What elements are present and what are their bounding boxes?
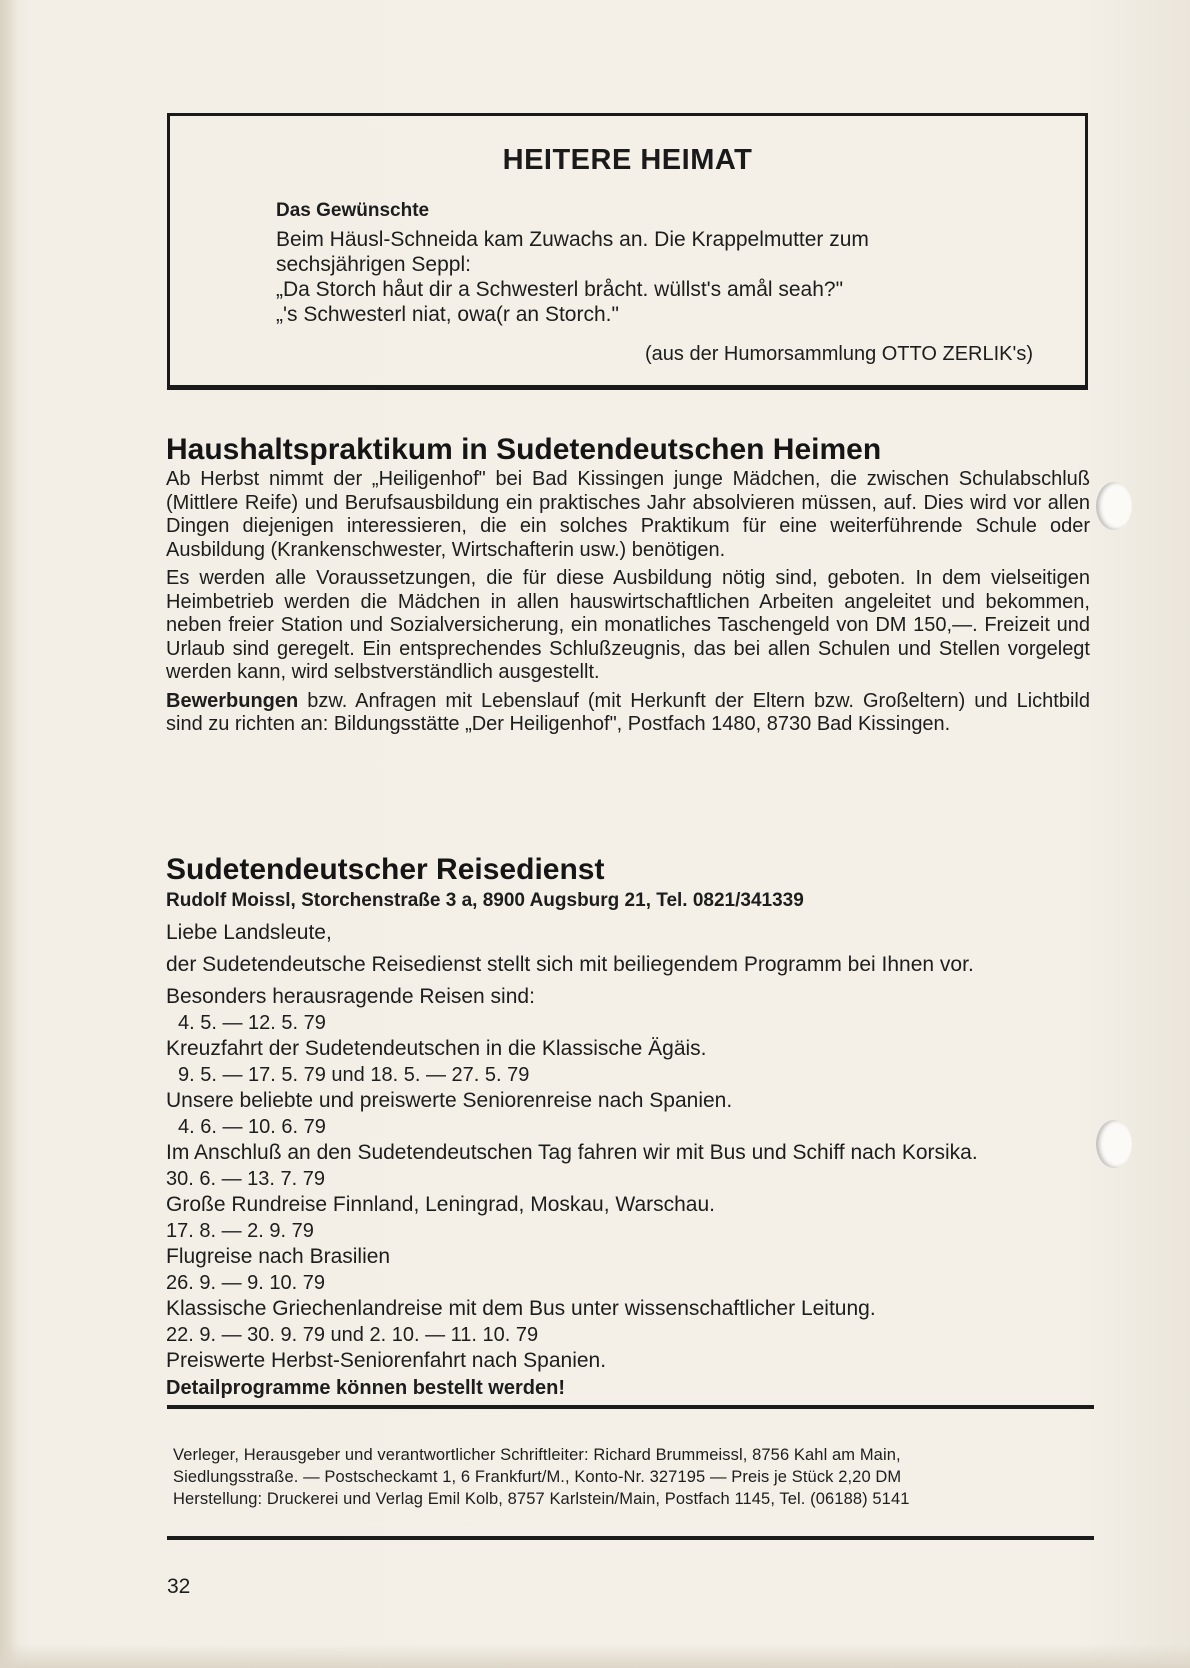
- bold-lead: Bewerbungen: [166, 689, 299, 712]
- imprint-line: Herstellung: Druckerei und Verlag Emil Kolb, 8757 Karlstein/Main, Postfach 1145, Tel. (06188) 5141: [173, 1490, 910, 1508]
- article-title: Haushaltspraktikum in Sudetendeutschen Heimen: [166, 433, 882, 466]
- article-paragraph: Ab Herbst nimmt der „Heiligenhof" bei Bad Kissingen junge Mädchen, die zwischen Schulabschluß (Mittlere Reife) und Berufsausbildung ein praktisches Jahr absolvieren müssen, auf. Dies wird vor allen Dingen diejenigen interessieren, die ein solches Praktikum für eine weiterführende Schule oder Ausbildung (Krankenschwester, Wirtschafterin usw.) benötigen.: [166, 468, 1090, 561]
- punch-hole-bottom: [1096, 1120, 1132, 1168]
- trip-date: 17. 8. — 2. 9. 79: [166, 1220, 314, 1242]
- closing-note: Detailprogramme können bestellt werden!: [166, 1377, 565, 1399]
- article-reisedienst: [166, 852, 1090, 1402]
- humor-line: „'s Schwesterl niat, owa(r an Storch.": [276, 303, 619, 326]
- humor-line: Beim Häusl-Schneida kam Zuwachs an. Die Krappelmutter zum: [276, 228, 869, 251]
- divider-rule-bottom: [167, 1536, 1094, 1540]
- trip-date: 4. 6. — 10. 6. 79: [178, 1116, 326, 1138]
- humor-line: „Da Storch håut dir a Schwesterl bråcht. wüllst's amål seah?": [276, 278, 844, 301]
- trip-date: 9. 5. — 17. 5. 79 und 18. 5. — 27. 5. 79: [178, 1064, 530, 1086]
- punch-hole-top: [1096, 482, 1132, 530]
- trip-description: Große Rundreise Finnland, Leningrad, Moskau, Warschau.: [166, 1193, 715, 1216]
- humor-subtitle: Das Gewünschte: [276, 200, 430, 221]
- article-haushaltspraktikum: [166, 432, 1090, 737]
- greeting: Liebe Landsleute,: [166, 921, 332, 944]
- humor-text: [276, 227, 1066, 327]
- humor-title: HEITERE HEIMAT: [502, 144, 753, 176]
- humor-source: (aus der Humorsammlung OTTO ZERLIK's): [645, 343, 1033, 365]
- humor-box: [167, 113, 1088, 390]
- page-edge-shadow: [0, 0, 18, 1668]
- article-title: Sudetendeutscher Reisedienst: [166, 853, 605, 886]
- contact-address: Rudolf Moissl, Storchenstraße 3 a, 8900 Augsburg 21, Tel. 0821/341339: [166, 890, 804, 911]
- paragraph-rest: bzw. Anfragen mit Lebenslauf (mit Herkunft der Eltern bzw. Großeltern) und Lichtbild sind zu richten an: Bildungsstätte „Der Heiligenhof", Postfach 1480, 8730 Bad Kissingen.: [166, 689, 1090, 735]
- page-number: 32: [167, 1575, 191, 1598]
- imprint-line: Siedlungsstraße. — Postscheckamt 1, 6 Frankfurt/M., Konto-Nr. 327195 — Preis je Stück 2,20 DM: [173, 1468, 902, 1486]
- trip-description: Im Anschluß an den Sudetendeutschen Tag fahren wir mit Bus und Schiff nach Korsika.: [166, 1141, 978, 1164]
- trip-description: Kreuzfahrt der Sudetendeutschen in die Klassische Ägäis.: [166, 1037, 707, 1060]
- trip-date: 30. 6. — 13. 7. 79: [166, 1168, 325, 1190]
- imprint: [173, 1444, 1103, 1510]
- highlights-label: Besonders herausragende Reisen sind:: [166, 985, 535, 1008]
- trip-description: Unsere beliebte und preiswerte Seniorenreise nach Spanien.: [166, 1089, 733, 1112]
- article-paragraph: Es werden alle Voraussetzungen, die für diese Ausbildung nötig sind, geboten. In dem vielseitigen Heimbetrieb werden die Mädchen in allen hauswirtschaftlichen Arbeiten angeleitet und bekommen, neben freier Station und Sozialversicherung, ein monatliches Taschengeld von DM 150,—. Freizeit und Urlaub sind geregelt. Ein entsprechendes Schlußzeugnis, das bei allen Schulen und Stellen vorgelegt werden kann, wird selbstverständlich ausgestellt.: [166, 567, 1090, 683]
- trip-description: Klassische Griechenlandreise mit dem Bus unter wissenschaftlicher Leitung.: [166, 1297, 876, 1320]
- imprint-line: Verleger, Herausgeber und verantwortlicher Schriftleiter: Richard Brummeissl, 8756 Kahl am Main,: [173, 1446, 901, 1464]
- intro-text: der Sudetendeutsche Reisedienst stellt sich mit beiliegendem Programm bei Ihnen vor.: [166, 953, 974, 976]
- humor-line: sechsjährigen Seppl:: [276, 253, 471, 276]
- trip-date: 22. 9. — 30. 9. 79 und 2. 10. — 11. 10. 79: [166, 1324, 539, 1346]
- article-paragraph-application: [166, 690, 1090, 737]
- divider-rule-top: [167, 1405, 1094, 1409]
- trip-date: 26. 9. — 9. 10. 79: [166, 1272, 325, 1294]
- trip-description: Flugreise nach Brasilien: [166, 1245, 391, 1268]
- trip-description: Preiswerte Herbst-Seniorenfahrt nach Spanien.: [166, 1349, 607, 1372]
- trip-date: 4. 5. — 12. 5. 79: [178, 1012, 326, 1034]
- page-edge-shadow-bottom: [0, 1644, 1190, 1668]
